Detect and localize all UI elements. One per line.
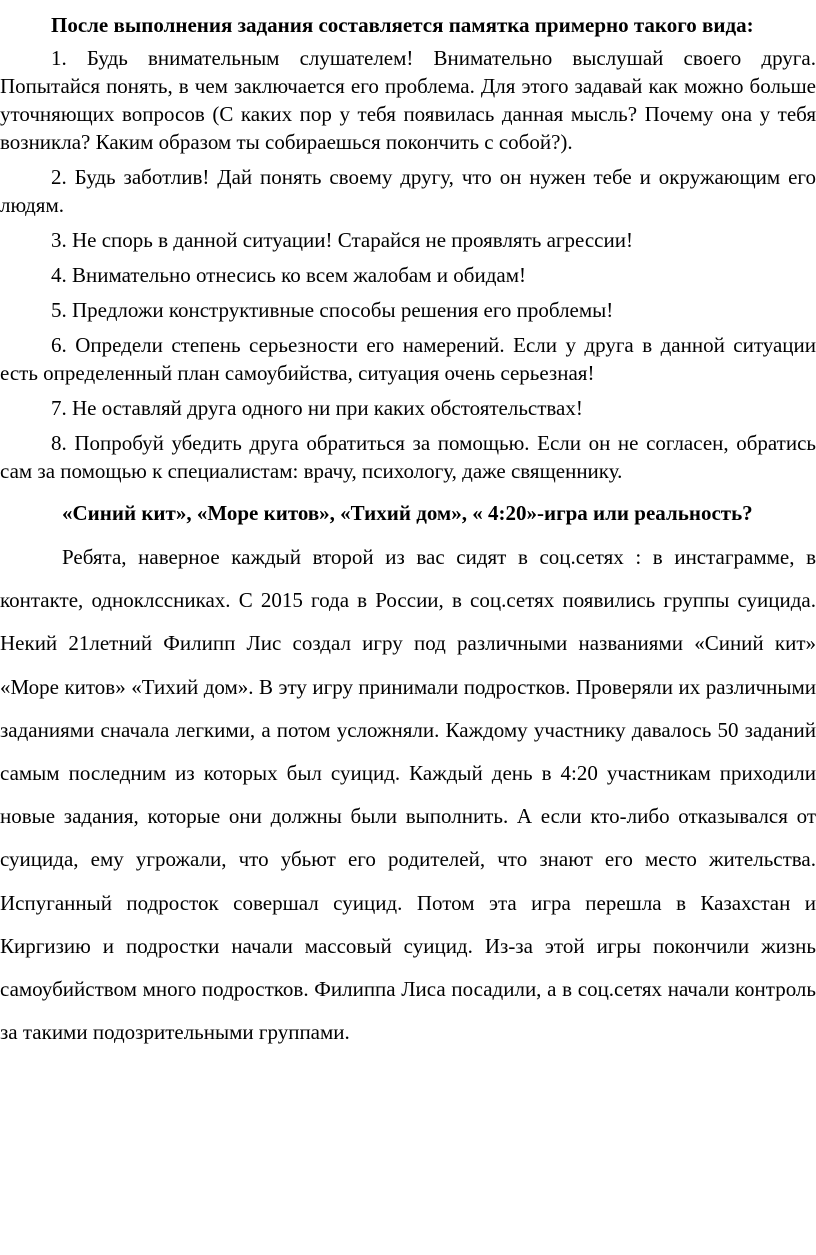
memo-item-4: 4. Внимательно отнесись ко всем жалобам и обидам!: [51, 263, 526, 287]
memo-item-6: 6. Определи степень серьезности его намерений. Если у друга в данной ситуации есть определенный план самоубийства, ситуация очень серьезная!: [0, 333, 816, 385]
memo-item-3: 3. Не спорь в данной ситуации! Старайся не проявлять агрессии!: [51, 228, 633, 252]
memo-item-8: 8. Попробуй убедить друга обратиться за помощью. Если он не согласен, обратись сам за помощью к специалистам: врачу, психологу, даже священнику.: [0, 431, 816, 483]
memo-item-5: 5. Предложи конструктивные способы решения его проблемы!: [51, 298, 614, 322]
memo-item-7: 7. Не оставляй друга одного ни при каких обстоятельствах!: [51, 396, 583, 420]
section-subheading: «Синий кит», «Море китов», «Тихий дом», « 4:20»-игра или реальность?: [62, 501, 753, 525]
article-paragraph: Ребята, наверное каждый второй из вас сидят в соц.сетях : в инстаграмме, в контакте, одноклссниках. С 2015 года в России, в соц.сетях появились группы суицида. Некий 21летний Филипп Лис создал игру под различными названиями «Синий кит» «Море китов» «Тихий дом». В эту игру принимали подростков. Проверяли их различными заданиями сначала легкими, а потом усложняли. Каждому участнику давалось 50 заданий самым последним из которых был суицид. Каждый день в 4:20 участникам приходили новые задания, которые они должны были выполнить. А если кто-либо отказывался от суицида, ему угрожали, что убьют его родителей, что знают его место жительства. Испуганный подросток совершал суицид. Потом эта игра перешла в Казахстан и Киргизию и подростки начали массовый суицид. Из-за этой игры покончили жизнь самоубийством много подростков. Филиппа Лиса посадили, а в соц.сетях начали контроль за такими подозрительными группами.: [0, 545, 816, 1045]
memo-item-1: 1. Будь внимательным слушателем! Внимательно выслушай своего друга. Попытайся понять, в чем заключается его проблема. Для этого задавай как можно больше уточняющих вопросов (С каких пор у тебя появилась данная мысль? Почему она у тебя возникла? Каким образом ты собираешься покончить с собой?).: [0, 46, 816, 154]
memo-item-2: 2. Будь заботлив! Дай понять своему другу, что он нужен тебе и окружающим его людям.: [0, 165, 816, 217]
memo-heading: После выполнения задания составляется памятка примерно такого вида:: [51, 13, 754, 37]
